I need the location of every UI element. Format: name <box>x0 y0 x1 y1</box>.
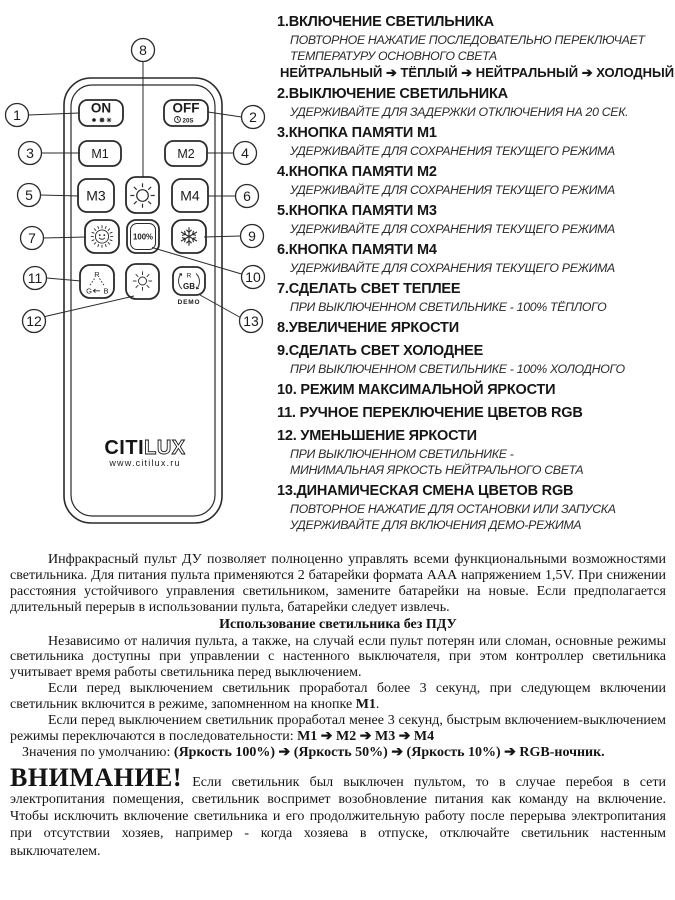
on-dots-icon <box>92 118 111 123</box>
legend-title: 6.КНОПКА ПАМЯТИ М4 <box>277 242 437 258</box>
dim-sun-icon <box>133 271 152 290</box>
legend-note: УДЕРЖИВАЙТЕ ДЛЯ СОХРАНЕНИЯ ТЕКУЩЕГО РЕЖИМА <box>290 222 615 236</box>
callout-1 <box>6 104 29 127</box>
memory-m1-button <box>79 141 121 166</box>
svg-text:1: 1 <box>13 107 21 123</box>
svg-text:11: 11 <box>27 270 43 286</box>
svg-text:13: 13 <box>243 313 259 329</box>
memory-m2-button <box>165 141 207 166</box>
callout-3 <box>19 142 42 165</box>
wall-switch-paragraph: Независимо от наличия пульта, а также, на случай если пульт потерян или сломан, основные режимы светильника доступны при управлении с настенного выключателя, при этом контроллер светильника учитывает время работы светильника перед выключением. <box>10 633 666 681</box>
callout-12 <box>23 310 46 333</box>
more-3s-paragraph: Если перед выключением светильник проработал более 3 секунд, при следующем включении светильник включится в режиме, запомненном на кнопке М1. <box>10 681 666 713</box>
attention-title: ВНИМАНИЕ! <box>10 762 183 792</box>
callout-5 <box>18 184 41 207</box>
svg-text:9: 9 <box>248 228 256 244</box>
svg-text:2: 2 <box>249 109 257 125</box>
less-3s-paragraph: Если перед выключением светильник проработал менее 3 секунд, быстрым включением-выключением режимы переключаются в последовательности: М1 ➔ М2 ➔ М3 ➔ М4 <box>10 713 666 744</box>
legend-note: УДЕРЖИВАЙТЕ ДЛЯ СОХРАНЕНИЯ ТЕКУЩЕГО РЕЖИМА <box>290 183 615 197</box>
max-label: 100% <box>133 232 153 242</box>
snowflake-icon <box>180 227 199 246</box>
callout-8 <box>132 39 155 62</box>
legend-title: 12. УМЕНЬШЕНИЕ ЯРКОСТИ <box>277 428 477 444</box>
off-button <box>164 100 208 126</box>
body-text <box>10 552 666 860</box>
legend-sequence: НЕЙТРАЛЬНЫЙ ➔ ТЁПЛЫЙ ➔ НЕЙТРАЛЬНЫЙ ➔ ХОЛОДНЫЙ <box>280 65 675 80</box>
legend-title: 4.КНОПКА ПАМЯТИ М2 <box>277 164 437 180</box>
legend-item-11 <box>277 404 671 423</box>
memory-m4-button <box>172 179 208 212</box>
legend-note: ТЕМПЕРАТУРУ ОСНОВНОГО СВЕТА <box>290 49 497 63</box>
brightness-up-button <box>126 177 159 213</box>
m4-label: M4 <box>180 187 200 204</box>
sun-icon <box>130 183 154 207</box>
brightness-down-button <box>126 264 159 299</box>
legend-item-5 <box>277 202 671 237</box>
callout-9 <box>241 225 264 248</box>
callout-11 <box>24 267 47 290</box>
legend-item-2 <box>277 85 671 120</box>
svg-text:7: 7 <box>28 230 36 246</box>
legend-item-9 <box>277 342 671 377</box>
legend-item-8 <box>277 319 671 338</box>
intro-paragraph: Инфракрасный пульт ДУ позволяет полноценно управлять всеми функциональными возможностями светильника. Для питания пульта применяются 2 батарейки формата ААА напряжением 1,5V. При снижении расстояния устойчивого управления светильником, замените батарейки на новые. Если предполагается длительный перерыв в использовании пульта, батарейки следует извлечь. <box>10 552 666 615</box>
svg-text:R: R <box>186 272 192 280</box>
m2-label: M2 <box>177 147 195 161</box>
m1-label: M1 <box>91 147 109 161</box>
svg-text:3: 3 <box>26 145 34 161</box>
callout-4 <box>234 142 257 165</box>
svg-text:8: 8 <box>139 42 147 58</box>
callout-7 <box>21 227 44 250</box>
rgb-demo-button <box>173 267 205 306</box>
legend-item-1 <box>277 13 675 81</box>
callout-lines <box>29 62 242 318</box>
attention-text: Если светильник был выключен пультом, то в случае перебоя в сети электропитания помещения, светильник воспримет возобновление питания как команду на включение. Чтобы исключить включение светильника и его продолжительную работу после перерыва электропитания при отсутствии хозяев, например - когда хозяева в отпуске, отключайте светильник настенным выключателем. <box>10 774 666 859</box>
defaults-sequence: (Яркость 100%) ➔ (Яркость 50%) ➔ (Яркость 10%) ➔ RGB-ночник. <box>173 744 605 760</box>
callout-2 <box>242 106 265 129</box>
timer-clock-icon <box>175 117 181 123</box>
svg-text:12: 12 <box>26 313 42 329</box>
legend-item-12 <box>277 427 671 478</box>
svg-text:R: R <box>94 270 100 279</box>
svg-text:GB: GB <box>183 282 195 291</box>
legend-note: ПОВТОРНОЕ НАЖАТИЕ ПОСЛЕДОВАТЕЛЬНО ПЕРЕКЛЮЧАЕТ <box>290 33 645 47</box>
callout-6 <box>236 185 259 208</box>
warm-sun-icon <box>91 225 113 247</box>
legend-note: УДЕРЖИВАЙТЕ ДЛЯ ЗАДЕРЖКИ ОТКЛЮЧЕНИЯ НА 20 СЕК. <box>290 105 629 119</box>
mode-sequence: М1 ➔ М2 ➔ М3 ➔ М4 <box>297 728 435 744</box>
warm-light-button <box>85 220 119 253</box>
legend-title: 1.ВКЛЮЧЕНИЕ СВЕТИЛЬНИКА <box>277 14 494 30</box>
legend-note: ПРИ ВЫКЛЮЧЕННОМ СВЕТИЛЬНИКЕ - 100% ТЁПЛОГО <box>290 300 607 314</box>
rgb-manual-button <box>80 265 114 298</box>
legend-note: УДЕРЖИВАЙТЕ ДЛЯ ВКЛЮЧЕНИЯ ДЕМО-РЕЖИМА <box>290 518 582 532</box>
legend-title: 10. РЕЖИМ МАКСИМАЛЬНОЙ ЯРКОСТИ <box>277 382 556 398</box>
svg-text:CITILUX: CITILUX <box>104 437 186 459</box>
callout-10 <box>242 266 265 289</box>
legend-title: 3.КНОПКА ПАМЯТИ М1 <box>277 125 437 141</box>
legend-item-6 <box>277 241 671 276</box>
svg-text:5: 5 <box>25 187 33 203</box>
legend <box>277 13 675 537</box>
legend-note: ПРИ ВЫКЛЮЧЕННОМ СВЕТИЛЬНИКЕ - <box>290 447 514 461</box>
legend-title: 8.УВЕЛИЧЕНИЕ ЯРКОСТИ <box>277 320 459 336</box>
on-button <box>79 100 123 126</box>
svg-text:10: 10 <box>245 269 261 285</box>
legend-item-7 <box>277 280 671 315</box>
callout-13 <box>240 310 263 333</box>
svg-text:6: 6 <box>243 188 251 204</box>
legend-note: МИНИМАЛЬНАЯ ЯРКОСТЬ НЕЙТРАЛЬНОГО СВЕТА <box>290 463 584 477</box>
remote-svg <box>0 0 275 560</box>
demo-label: DEMO <box>177 299 201 306</box>
m3-label: M3 <box>86 187 106 204</box>
legend-note: ПОВТОРНОЕ НАЖАТИЕ ДЛЯ ОСТАНОВКИ ИЛИ ЗАПУСКА <box>290 502 616 516</box>
citilux-logo <box>104 437 185 468</box>
rgb-triangle-icon <box>86 270 108 296</box>
legend-title: 7.СДЕЛАТЬ СВЕТ ТЕПЛЕЕ <box>277 281 461 297</box>
rgb-cycle-icon <box>179 273 200 292</box>
memory-m3-button <box>78 179 114 212</box>
defaults-paragraph: Значения по умолчанию: (Яркость 100%) ➔ (Яркость 50%) ➔ (Яркость 10%) ➔ RGB-ночник. <box>22 744 605 760</box>
svg-text:4: 4 <box>241 145 249 161</box>
website-url: www.citilux.ru <box>109 458 181 468</box>
legend-note: ПРИ ВЫКЛЮЧЕННОМ СВЕТИЛЬНИКЕ - 100% ХОЛОДНОГО <box>290 362 625 376</box>
legend-note: УДЕРЖИВАЙТЕ ДЛЯ СОХРАНЕНИЯ ТЕКУЩЕГО РЕЖИМА <box>290 261 615 275</box>
on-label: ON <box>90 100 112 116</box>
legend-item-13 <box>277 482 671 533</box>
svg-text:B: B <box>103 286 109 296</box>
legend-title: 5.КНОПКА ПАМЯТИ М3 <box>277 203 437 219</box>
legend-item-10 <box>277 381 671 400</box>
legend-item-4 <box>277 163 671 198</box>
svg-text:G: G <box>86 286 92 296</box>
legend-title: 9.СДЕЛАТЬ СВЕТ ХОЛОДНЕЕ <box>277 343 484 359</box>
attention-paragraph <box>10 762 666 860</box>
legend-item-3 <box>277 124 671 159</box>
off-timer-label: 20S <box>182 117 194 125</box>
legend-title: 11. РУЧНОЕ ПЕРЕКЛЮЧЕНИЕ ЦВЕТОВ RGB <box>277 405 583 421</box>
remote-diagram <box>0 0 275 560</box>
m1-ref: М1 <box>355 697 376 713</box>
cold-light-button <box>172 220 206 253</box>
off-label: OFF <box>172 100 200 116</box>
legend-title: 13.ДИНАМИЧЕСКАЯ СМЕНА ЦВЕТОВ RGB <box>277 483 574 499</box>
legend-note: УДЕРЖИВАЙТЕ ДЛЯ СОХРАНЕНИЯ ТЕКУЩЕГО РЕЖИМА <box>290 144 615 158</box>
legend-title: 2.ВЫКЛЮЧЕНИЕ СВЕТИЛЬНИКА <box>277 86 508 102</box>
section-heading: Использование светильника без ПДУ <box>219 616 457 632</box>
